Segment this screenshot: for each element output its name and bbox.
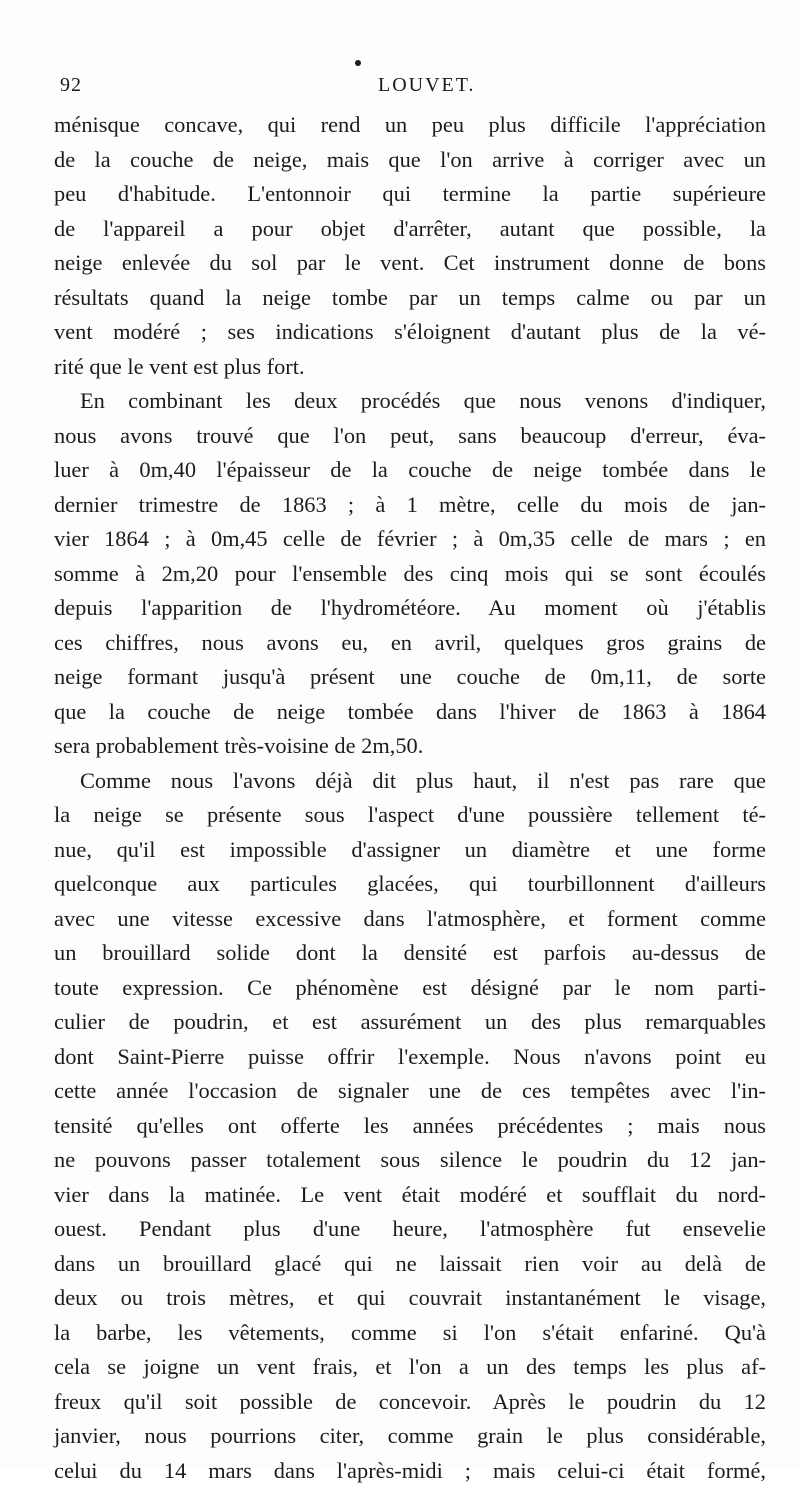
text-line: nous avons trouvé que l'on peut, sans beaucoup d'erreur, éva-: [54, 419, 766, 454]
text-line: ces chiffres, nous avons eu, en avril, quelques gros grains de: [54, 626, 766, 661]
text-line: peu d'habitude. L'entonnoir qui termine la partie supérieure: [54, 177, 766, 212]
text-line: dans un brouillard glacé qui ne laissait rien voir au delà de: [54, 1247, 766, 1282]
text-line: un brouillard solide dont la densité est parfois au-dessus de: [54, 936, 766, 971]
text-line: avec une vitesse excessive dans l'atmosphère, et forment comme: [54, 902, 766, 937]
text-line: de la couche de neige, mais que l'on arrive à corriger avec un: [54, 143, 766, 178]
text-line: ménisque concave, qui rend un peu plus difficile l'appréciation: [54, 108, 766, 143]
text-line: résultats quand la neige tombe par un temps calme ou par un: [54, 281, 766, 316]
text-line: luer à 0m,40 l'épaisseur de la couche de neige tombée dans le: [54, 453, 766, 488]
text-line: la neige se présente sous l'aspect d'une poussière tellement té-: [54, 798, 766, 833]
text-line: quelconque aux particules glacées, qui tourbillonnent d'ailleurs: [54, 867, 766, 902]
running-head: LOUVET.: [378, 74, 476, 97]
text-line: ne pouvons passer totalement sous silence le poudrin du 12 jan-: [54, 1143, 766, 1178]
text-line: la barbe, les vêtements, comme si l'on s'était enfariné. Qu'à: [54, 1316, 766, 1351]
text-line: janvier, nous pourrions citer, comme grain le plus considérable,: [54, 1419, 766, 1454]
text-line: cette année l'occasion de signaler une de ces tempêtes avec l'in-: [54, 1074, 766, 1109]
text-line: rité que le vent est plus fort.: [54, 350, 766, 385]
text-line: cela se joigne un vent frais, et l'on a un des temps les plus af-: [54, 1350, 766, 1385]
text-line: depuis l'apparition de l'hydrométéore. Au moment où j'établis: [54, 591, 766, 626]
text-line: toute expression. Ce phénomène est désigné par le nom parti-: [54, 971, 766, 1006]
text-line: celui du 14 mars dans l'après-midi ; mais celui-ci était formé,: [54, 1454, 766, 1488]
text-line: de l'appareil a pour objet d'arrêter, autant que possible, la: [54, 212, 766, 247]
text-line: somme à 2m,20 pour l'ensemble des cinq mois qui se sont écoulés: [54, 557, 766, 592]
text-line: neige enlevée du sol par le vent. Cet instrument donne de bons: [54, 246, 766, 281]
text-line: dernier trimestre de 1863 ; à 1 mètre, celle du mois de jan-: [54, 488, 766, 523]
text-line: tensité qu'elles ont offerte les années précédentes ; mais nous: [54, 1109, 766, 1144]
text-line: que la couche de neige tombée dans l'hiver de 1863 à 1864: [54, 695, 766, 730]
text-line: culier de poudrin, et est assurément un des plus remarquables: [54, 1005, 766, 1040]
text-line: En combinant les deux procédés que nous venons d'indiquer,: [54, 384, 766, 419]
text-line: ouest. Pendant plus d'une heure, l'atmosphère fut ensevelie: [54, 1212, 766, 1247]
text-line: sera probablement très-voisine de 2m,50.: [54, 729, 766, 764]
text-line: Comme nous l'avons déjà dit plus haut, il n'est pas rare que: [54, 764, 766, 799]
page-number: 92: [60, 74, 82, 97]
body-text: [54, 108, 766, 1488]
printer-dot: [355, 60, 361, 66]
text-line: freux qu'il soit possible de concevoir. Après le poudrin du 12: [54, 1385, 766, 1420]
text-line: neige formant jusqu'à présent une couche de 0m,11, de sorte: [54, 660, 766, 695]
text-line: vent modéré ; ses indications s'éloignent d'autant plus de la vé-: [54, 315, 766, 350]
text-line: deux ou trois mètres, et qui couvrait instantanément le visage,: [54, 1281, 766, 1316]
text-line: vier dans la matinée. Le vent était modéré et soufflait du nord-: [54, 1178, 766, 1213]
text-line: dont Saint-Pierre puisse offrir l'exemple. Nous n'avons point eu: [54, 1040, 766, 1075]
text-line: nue, qu'il est impossible d'assigner un diamètre et une forme: [54, 833, 766, 868]
text-line: vier 1864 ; à 0m,45 celle de février ; à 0m,35 celle de mars ; en: [54, 522, 766, 557]
page-header: [60, 74, 660, 100]
